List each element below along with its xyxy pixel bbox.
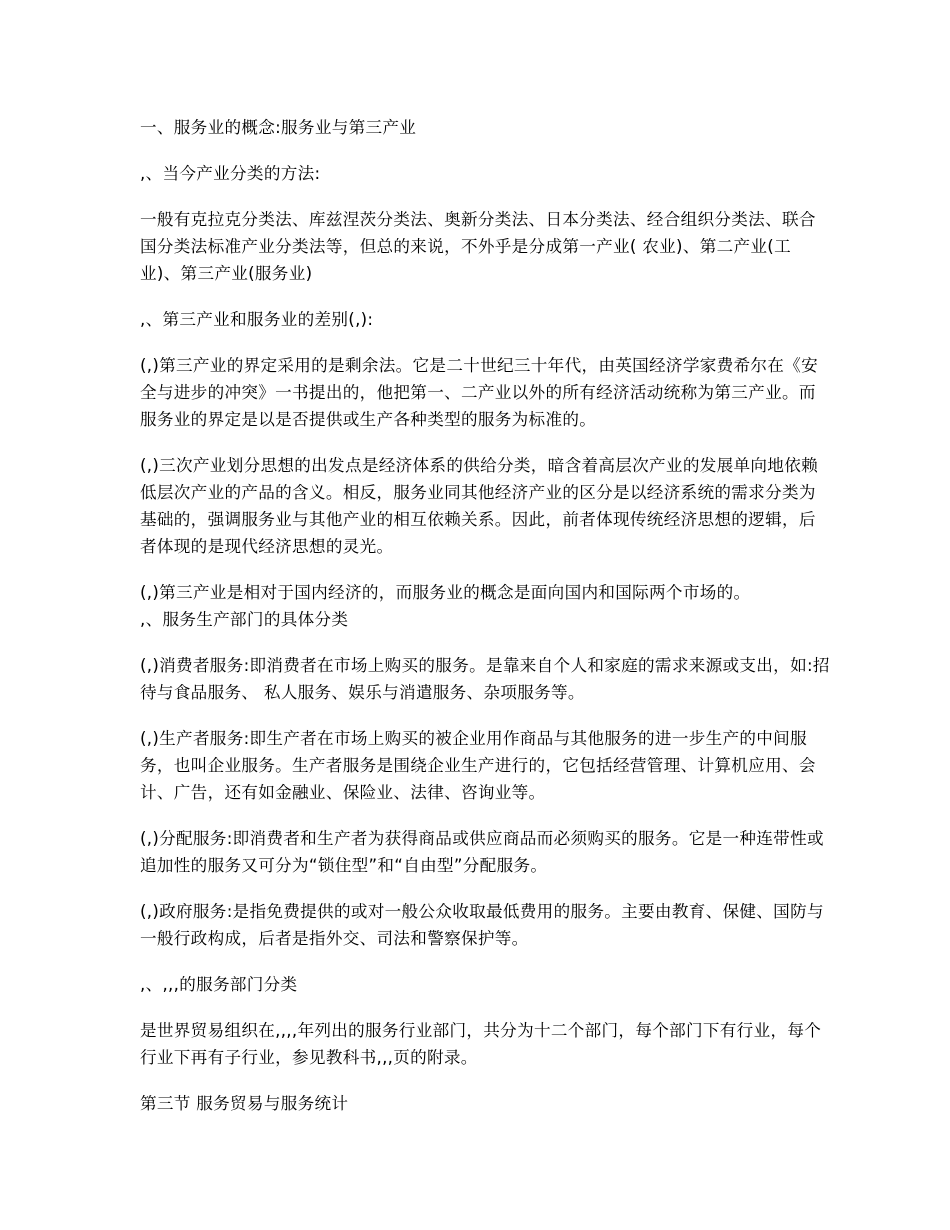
paragraph: (,)分配服务:即消费者和生产者为获得商品或供应商品而必须购买的服务。它是一种连带性或追加性的服务又可分为“锁住型”和“自由型”分配服务。	[140, 829, 824, 875]
paragraph: 一般有克拉克分类法、库兹涅茨分类法、奥新分类法、日本分类法、经合组织分类法、联合国分类法标准产业分类法等，但总的来说，不外乎是分成第一产业( 农业)、第二产业(工业)、第三产业(服务业)	[140, 210, 816, 283]
subsection-heading: ,、服务生产部门的具体分类	[140, 610, 349, 629]
paragraph: (,)消费者服务:即消费者在市场上购买的服务。是靠来自个人和家庭的需求来源或支出，如:招待与食品服务、 私人服务、娱乐与消遣服务、杂项服务等。	[140, 656, 830, 702]
paragraph: (,)第三产业的界定采用的是剩余法。它是二十世纪三十年代，由英国经济学家费希尔在《安全与进步的冲突》一书提出的，他把第一、二产业以外的所有经济活动统称为第三产业。而服务业的界定是以是否提供或生产各种类型的服务为标准的。	[140, 356, 818, 429]
document-body	[140, 114, 830, 1136]
paragraph: (,)第三产业是相对于国内经济的，而服务业的概念是面向国内和国际两个市场的。	[140, 583, 751, 602]
paragraph: (,)政府服务:是指免费提供的或对一般公众收取最低费用的服务。主要由教育、保健、国防与一般行政构成，后者是指外交、司法和警察保护等。	[140, 902, 824, 948]
section-heading: 一、服务业的概念:服务业与第三产业	[140, 118, 417, 137]
subsection-heading: ,、当今产业分类的方法:	[140, 164, 321, 183]
paragraph: (,)生产者服务:即生产者在市场上购买的被企业用作商品与其他服务的进一步生产的中间服务，也叫企业服务。生产者服务是围绕企业生产进行的，它包括经营管理、计算机应用、会计、广告，还有如金融业、保险业、法律、咨询业等。	[140, 729, 816, 802]
subsection-heading: ,、第三产业和服务业的差别(,):	[140, 310, 374, 329]
section-heading: 第三节 服务贸易与服务统计	[140, 1094, 349, 1113]
paragraph: (,)三次产业划分思想的出发点是经济体系的供给分类，暗含着高层次产业的发展单向地依赖低层次产业的产品的含义。相反，服务业同其他经济产业的区分是以经济系统的需求分类为基础的，强调服务业与其他产业的相互依赖关系。因此，前者体现传统经济思想的逻辑，后者体现的是现代经济思想的灵光。	[140, 456, 818, 556]
subsection-heading: ,、,,,的服务部门分类	[140, 975, 298, 994]
paragraph: 是世界贸易组织在,,,,年列出的服务行业部门，共分为十二个部门，每个部门下有行业，每个行业下再有子行业，参见教科书,,,页的附录。	[140, 1021, 822, 1067]
